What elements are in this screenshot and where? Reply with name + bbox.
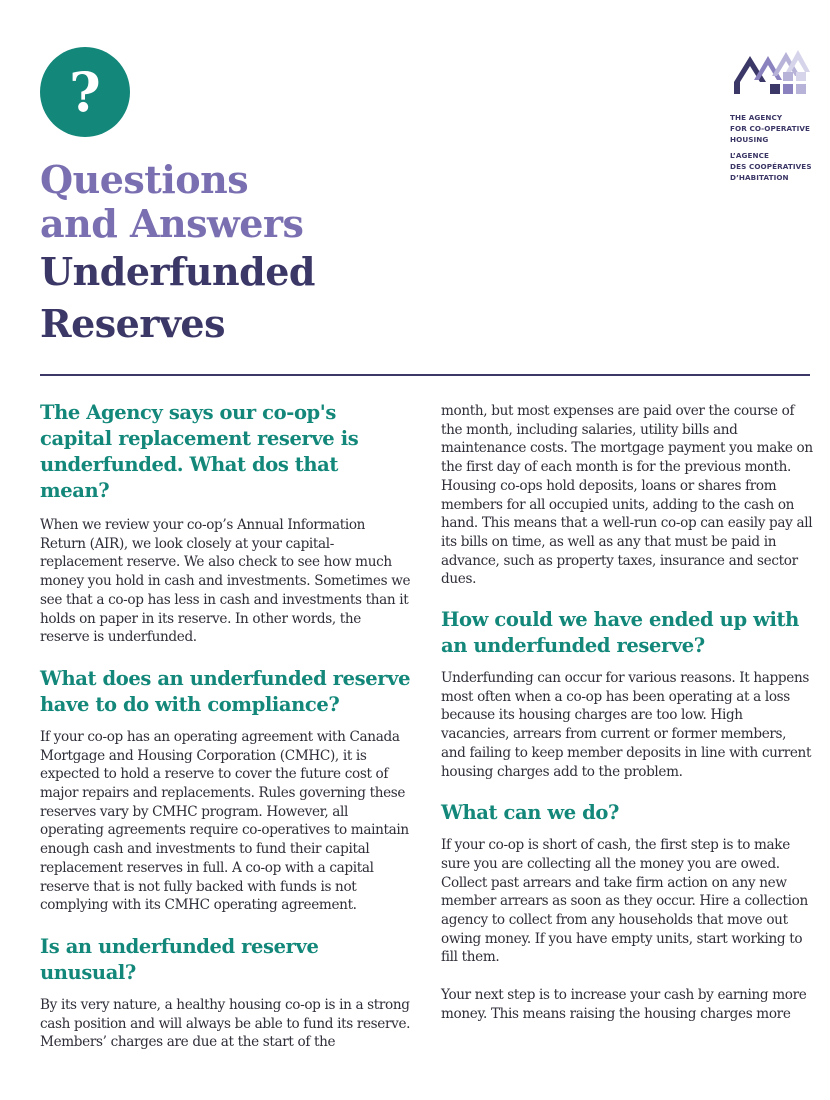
question-heading: What can we do? [441, 801, 620, 825]
question-heading: Is an underfunded reserve unusual? [40, 934, 319, 984]
answer-paragraph: When we review your co-op’s Annual Information Return (AIR), we look closely at your capital-replacement reserve. We also check to see how much money you hold in cash and investments. Sometimes we see that a co-op has less in cash and investments than it holds on paper in its reserve. In other words, the reserve is underfunded. [40, 517, 411, 646]
header-divider [40, 374, 810, 376]
page-title [40, 158, 315, 350]
right-column [441, 402, 813, 1043]
answer-paragraph: If your co-op has an operating agreement with Canada Mortgage and Housing Corporation (CMHC), it is expected to hold a reserve to cover the future cost of major repairs and replacements. Rules governing these reserves vary by CMHC program. However, all operating agreements require co-operatives to maintain enough cash and investments to fund their capital replacement reserves in full. A co-op with a capital reserve that is not fully backed with funds is not complying with its CMHC operating agreement. [40, 728, 409, 914]
logo-fr-line: L’AGENCE [730, 151, 770, 160]
logo-text-en [730, 112, 814, 145]
agency-logo [730, 46, 814, 183]
answer-paragraph: If your co-op is short of cash, the first step is to make sure you are collecting all the money you are owed. Collect past arrears and take firm action on any new member arrears as soon as they occur. Hire a collection agency to collect from any households that move out owing money. If you have empty units, start working to fill them. [441, 837, 808, 966]
question-mark-icon: ? [40, 47, 130, 137]
logo-text-fr [730, 150, 814, 183]
answer-paragraph: Underfunding can occur for various reasons. It happens most often when a co-op has been operating at a loss because its housing charges are too low. High vacancies, arrears from current or former members, and failing to keep member deposits in line with current housing charges add to the problem. [441, 670, 812, 780]
logo-fr-line: D’HABITATION [730, 173, 789, 182]
answer-paragraph: By its very nature, a healthy housing co-op is in a strong cash position and will always be able to fund its reserve. Members’ charges are due at the start of the [40, 996, 411, 1051]
logo-en-line: FOR CO-OPERATIVE [730, 124, 811, 133]
answer-paragraph: Your next step is to increase your cash by earning more money. This means raising the housing charges more [441, 987, 807, 1022]
logo-en-line: HOUSING [730, 135, 769, 144]
title-line-reserves: Reserves [40, 301, 225, 346]
title-line-underfunded: Underfunded [40, 249, 315, 294]
answer-paragraph: month, but most expenses are paid over the course of the month, including salaries, utility bills and maintenance costs. The mortgage payment you make on the first day of each month is for the previous month. Housing co-ops hold deposits, loans or shares from members for all occupied units, adding to the cash on hand. This means that a well-run co-op can easily pay all its bills on time, as well as any that must be paid in advance, such as property taxes, insurance and sector dues. [441, 403, 813, 588]
left-column [40, 400, 412, 1071]
question-heading: What does an underfunded reserve have to do with compliance? [40, 666, 411, 716]
title-line-and-answers: and Answers [40, 201, 304, 246]
house-rooftops-logo [730, 46, 810, 96]
question-heading: The Agency says our co-op's capital replacement reserve is underfunded. What dos that mean? [40, 401, 359, 502]
logo-fr-line: DES COOPÉRATIVES [730, 162, 812, 171]
title-line-questions: Questions [40, 157, 249, 202]
question-heading: How could we have ended up with an underfunded reserve? [441, 608, 799, 658]
logo-en-line: THE AGENCY [730, 113, 783, 122]
